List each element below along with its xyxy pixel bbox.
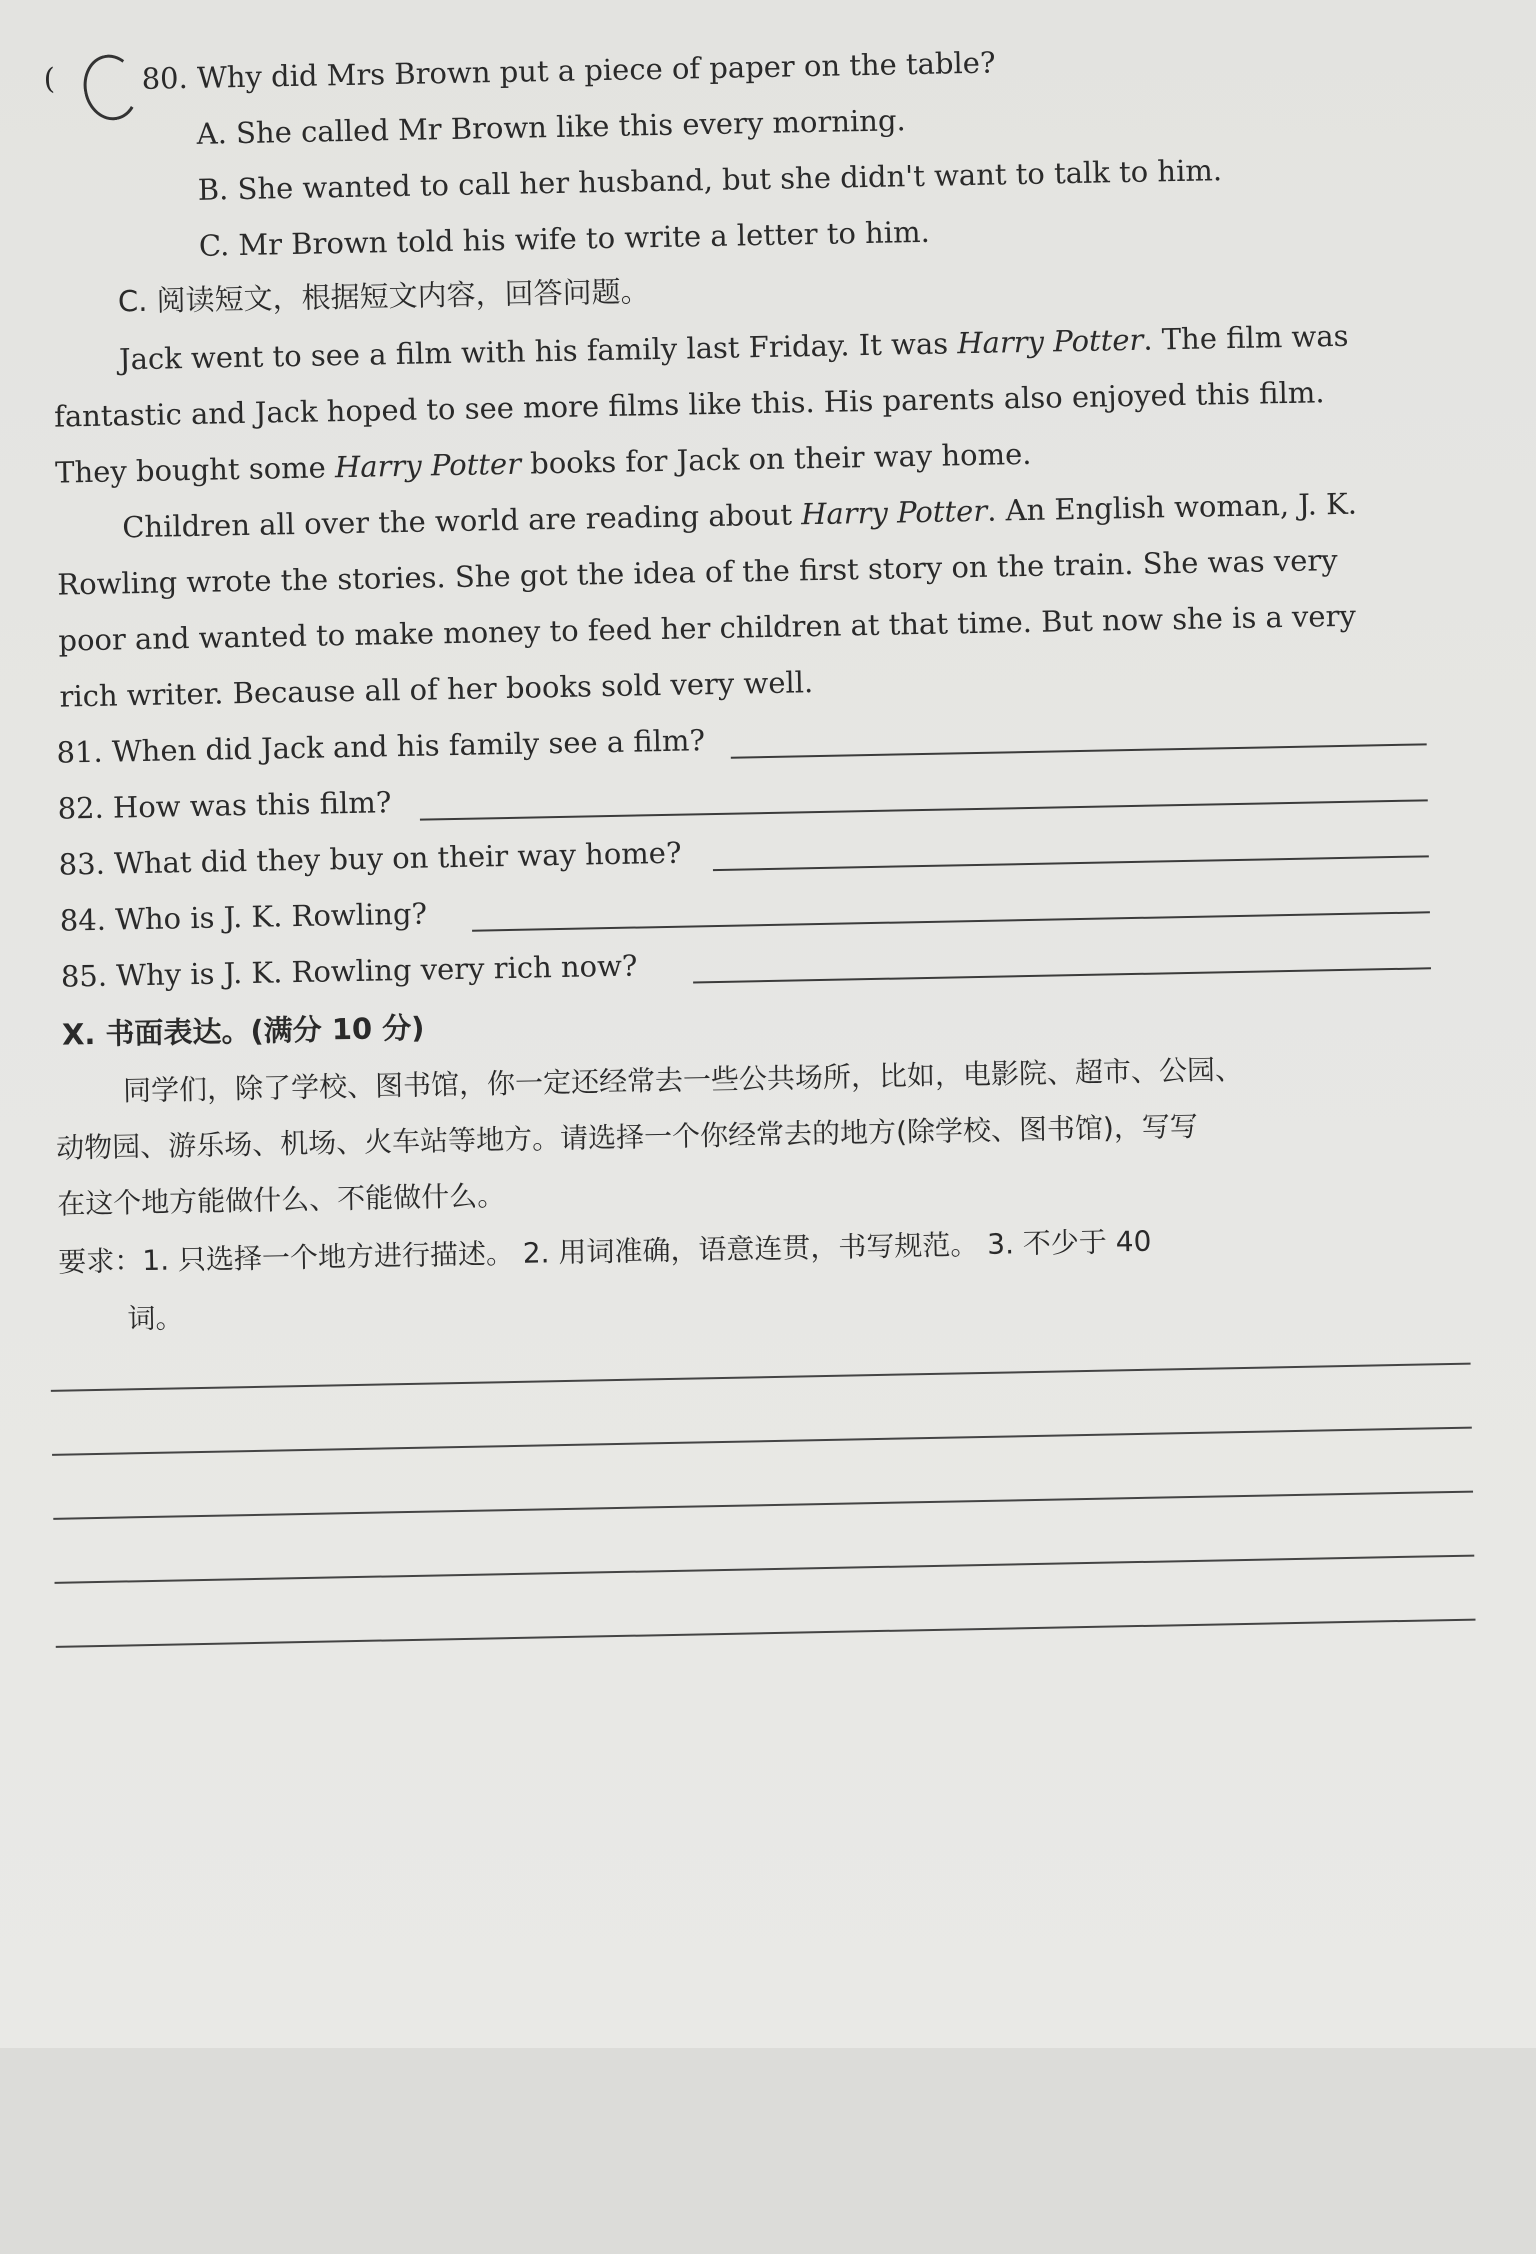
question-84: 84. Who is J. K. Rowling?	[59, 896, 428, 938]
passage-p2-line2: Rowling wrote the stories. She got the idea of the first story on the train. She was very	[57, 543, 1338, 602]
writing-prompt-line1: 同学们，除了学校、图书馆，你一定还经常去一些公共场所，比如，电影院、超市、公园、	[122, 1052, 1244, 1108]
answer-parenthesis: (	[43, 61, 56, 96]
answer-line-81[interactable]	[731, 743, 1427, 758]
writing-prompt-line3: 在这个地方能做什么、不能做什么。	[56, 1179, 506, 1221]
answer-line-85[interactable]	[693, 967, 1431, 983]
passage-text: They bought some	[54, 450, 327, 490]
book-title: Harry Potter	[800, 493, 988, 532]
answer-line-82[interactable]	[420, 799, 1428, 820]
passage-text: . An English woman, J. K.	[986, 486, 1358, 528]
passage-p2-line3: poor and wanted to make money to feed her children at that time. But now she is a very	[58, 598, 1357, 658]
question-82: 82. How was this film?	[57, 785, 392, 826]
passage-p1-line3	[55, 437, 1032, 491]
q80-option-c: C. Mr Brown told his wife to write a letter to him.	[198, 214, 931, 263]
writing-prompt-line2: 动物园、游乐场、机场、火车站等地方。请选择一个你经常去的地方(除学校、图书馆)，写写	[55, 1109, 1199, 1165]
section-c-heading: C. 阅读短文，根据短文内容，回答问题。	[117, 274, 650, 319]
writing-line-3[interactable]	[53, 1491, 1473, 1520]
writing-line-2[interactable]	[52, 1427, 1472, 1456]
passage-text: books for Jack on their way home.	[529, 436, 1032, 481]
question-81: 81. When did Jack and his family see a film?	[56, 723, 706, 770]
passage-p2-line4: rich writer. Because all of her books sold very well.	[59, 665, 814, 714]
book-title: Harry Potter	[334, 446, 522, 485]
book-title: Harry Potter	[956, 322, 1144, 361]
q80-option-a: A. She called Mr Brown like this every morning.	[196, 103, 907, 151]
passage-p1-line1	[119, 319, 1349, 377]
writing-line-5[interactable]	[56, 1619, 1476, 1648]
answer-line-83[interactable]	[713, 855, 1429, 871]
writing-line-4[interactable]	[55, 1555, 1475, 1584]
passage-p2-line1	[122, 487, 1357, 545]
writing-requirements: 要求：1. 只选择一个地方进行描述。 2. 用词准确，语意连贯，书写规范。 3. 不少于 40	[58, 1224, 1152, 1279]
passage-text: Children all over the world are reading about	[121, 497, 793, 545]
section-x-heading: X. 书面表达。(满分 10 分)	[61, 1010, 425, 1052]
passage-text: . The film was	[1142, 318, 1349, 357]
q80-option-b: B. She wanted to call her husband, but she didn't want to talk to him.	[197, 153, 1223, 207]
question-83: 83. What did they buy on their way home?	[58, 835, 682, 882]
answer-line-84[interactable]	[472, 911, 1430, 931]
writing-line-1[interactable]	[51, 1363, 1471, 1392]
question-80: 80. Why did Mrs Brown put a piece of paper on the table?	[141, 45, 996, 96]
passage-text: Jack went to see a film with his family last Friday. It was	[118, 326, 949, 377]
handwritten-answer-mark	[78, 50, 144, 125]
writing-requirements-cont: 词。	[127, 1301, 184, 1336]
passage-p1-line2: fantastic and Jack hoped to see more films like this. His parents also enjoyed this film.	[53, 375, 1325, 434]
question-85: 85. Why is J. K. Rowling very rich now?	[60, 948, 638, 994]
